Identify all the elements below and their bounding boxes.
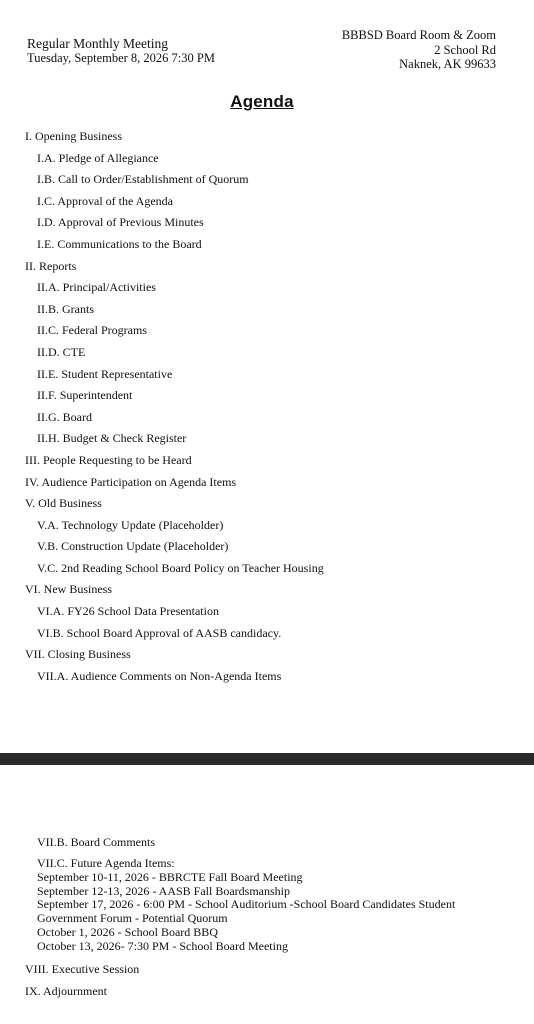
- agenda-section: VI. New Business: [25, 582, 112, 597]
- agenda-section: IV. Audience Participation on Agenda Items: [25, 474, 237, 489]
- agenda-item: I.E. Communications to the Board: [37, 236, 202, 251]
- agenda-item: VI.A. FY26 School Data Presentation: [37, 604, 219, 619]
- agenda-item: I.D. Approval of Previous Minutes: [37, 215, 204, 230]
- document-page-2: [0, 765, 534, 1024]
- agenda-item: II.E. Student Representative: [37, 366, 173, 381]
- agenda-item: II.G. Board: [37, 409, 92, 424]
- agenda-item: I.C. Approval of the Agenda: [37, 193, 173, 208]
- future-line: October 1, 2026 - School Board BBQ: [37, 924, 218, 939]
- agenda-section: III. People Requesting to be Heard: [25, 452, 192, 467]
- agenda-item: I.B. Call to Order/Establishment of Quorum: [37, 172, 249, 187]
- page-separator: [0, 753, 534, 765]
- agenda-item: I.A. Pledge of Allegiance: [37, 150, 159, 165]
- future-line: October 13, 2026- 7:30 PM - School Board Meeting: [37, 938, 288, 953]
- agenda-list-continued: [0, 835, 534, 998]
- meeting-title: Regular Monthly Meeting: [27, 36, 168, 51]
- agenda-section: VII. Closing Business: [25, 647, 131, 662]
- agenda-section: I. Opening Business: [25, 129, 122, 143]
- future-line: September 10-11, 2026 - BBRCTE Fall Board Meeting: [37, 869, 303, 884]
- agenda-item-board-comments: VII.B. Board Comments: [37, 835, 155, 849]
- location-line-venue: BBBSD Board Room & Zoom: [341, 28, 496, 42]
- agenda-item-adjournment: IX. Adjournment: [25, 983, 107, 998]
- future-line: September 17, 2026 - 6:00 PM - School Auditorium -School Board Candidates Student: [37, 897, 456, 912]
- agenda-item: VII.A. Audience Comments on Non-Agenda Items: [37, 668, 282, 683]
- future-agenda-title: VII.C. Future Agenda Items:: [37, 856, 175, 870]
- location-line-street: 2 School Rd: [434, 42, 496, 57]
- agenda-heading: Agenda: [230, 92, 294, 111]
- agenda-item: II.C. Federal Programs: [37, 323, 147, 338]
- meeting-date: Tuesday, September 8, 2026 7:30 PM: [27, 51, 215, 65]
- agenda-item: II.D. CTE: [37, 344, 86, 359]
- agenda-item: VI.B. School Board Approval of AASB candidacy.: [37, 625, 282, 640]
- future-agenda-items: [0, 857, 534, 954]
- agenda-item: V.C. 2nd Reading School Board Policy on Teacher Housing: [37, 560, 324, 575]
- future-line: September 12-13, 2026 - AASB Fall Boardsmanship: [37, 883, 290, 898]
- agenda-list: [0, 126, 534, 687]
- location-line-city: Naknek, AK 99633: [399, 57, 496, 71]
- agenda-item: V.A. Technology Update (Placeholder): [37, 517, 224, 532]
- agenda-item-executive-session: VIII. Executive Session: [25, 961, 140, 976]
- agenda-item: II.A. Principal/Activities: [37, 280, 156, 295]
- meeting-location: [342, 28, 496, 72]
- agenda-item: II.B. Grants: [37, 301, 94, 316]
- agenda-section: II. Reports: [25, 258, 77, 273]
- agenda-item: II.F. Superintendent: [37, 388, 133, 403]
- agenda-item: II.H. Budget & Check Register: [37, 431, 187, 446]
- agenda-item: V.B. Construction Update (Placeholder): [37, 539, 229, 554]
- agenda-section: V. Old Business: [25, 496, 102, 511]
- future-line: Government Forum - Potential Quorum: [37, 911, 228, 926]
